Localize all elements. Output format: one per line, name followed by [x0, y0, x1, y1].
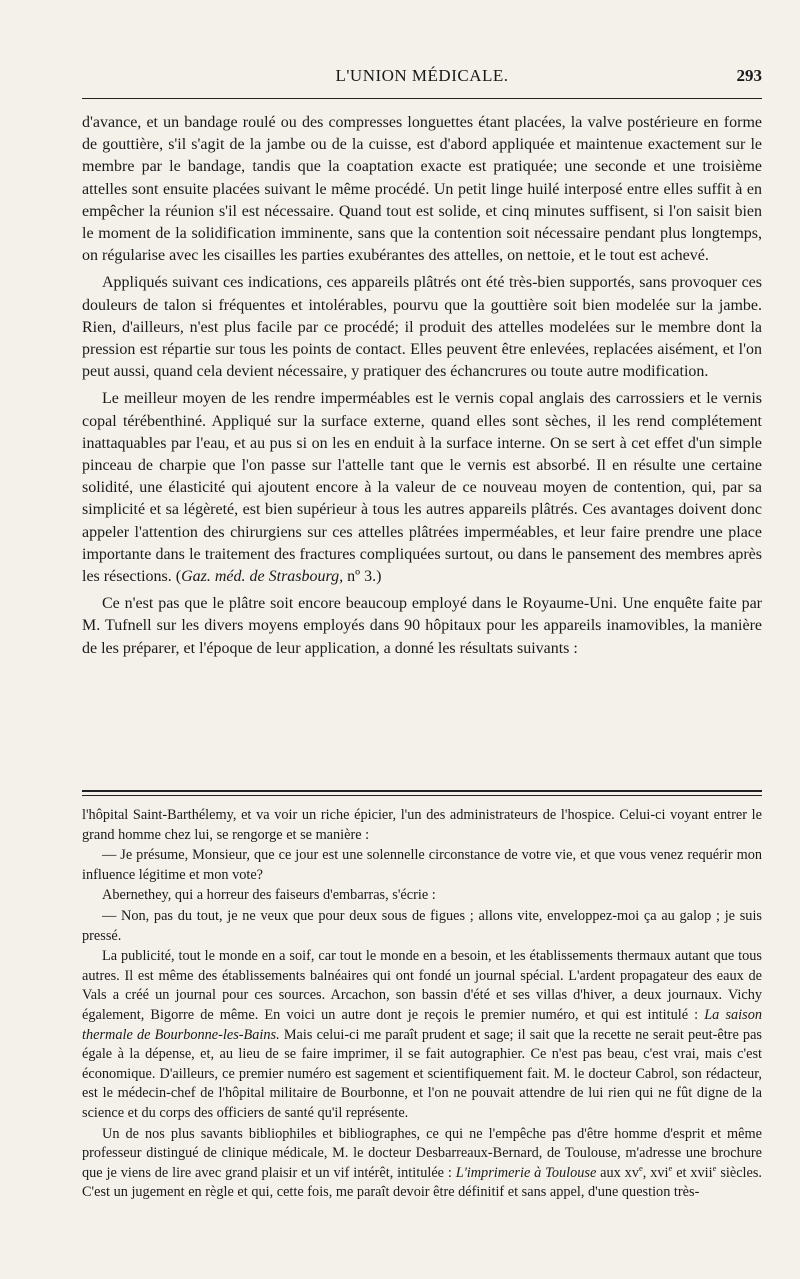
paragraph-text: La publicité, tout le monde en a soif, car tout le monde en a besoin, et les établissements thermaux autant que tous autres. Il est même des établissements balnéaires qui ont fondé un journal spécial. L'ardent propagateur des eaux de Vals a créé un journal pour ces sources. Arcachon, son bassin d'été et ses villas d'hiver, a deux journaux. Vichy également, Bigorre de même. En voici un autre dont je reçois le premier numéro, et qui est intitulé : [82, 948, 762, 1023]
brochure-title: L'imprimerie à Toulouse [455, 1164, 597, 1181]
feuilleton-paragraph: — Non, pas du tout, je ne veux que pour deux sous de figues ; allons vite, enveloppez-moi ça au galop ; je suis pressé. [82, 907, 762, 944]
paragraph: d'avance, et un bandage roulé ou des compresses longuettes étant placées, la valve postérieure en forme de gouttière, s'il s'agit de la jambe ou de la cuisse, est d'abord appliquée et maintenue exactement sur le membre par le bandage, tandis que la coaptation exacte est pratiquée; une seconde et une troisième attelles sont ensuite placées suivant le même procédé. Un petit linge huilé interposé entre elles suffit à en empêcher la réunion s'il est nécessaire. Quand tout est solide, et cinq minutes suffisent, si l'on saisit bien le moment de la solidification imminente, sans que la contention soit nécessaire pendant plus longtemps, on régularise avec les cisailles les parties exubérantes des attelles, on nettoie, et le tout est achevé. [82, 114, 762, 265]
citation-source: Gaz. méd. de Strasbourg, [181, 568, 344, 586]
superscript: e [638, 1162, 643, 1173]
journal-title: La saison thermale de Bourbonne-les-Bains. [82, 1006, 762, 1043]
feuilleton [82, 806, 762, 1203]
feuilleton-separator-thin [82, 795, 762, 796]
main-article [82, 112, 762, 660]
paragraph-text: et xvii [672, 1164, 713, 1181]
running-title: L'UNION MÉDICALE. [335, 66, 509, 85]
paragraph [82, 388, 762, 588]
feuilleton-paragraph: Abernethey, qui a horreur des faiseurs d'embarras, s'écrie : [102, 887, 436, 904]
paragraph-text: , xvi [642, 1164, 669, 1181]
header-rule [82, 98, 762, 99]
paragraph: Appliqués suivant ces indications, ces appareils plâtrés ont été très-bien supportés, sans provoquer ces douleurs de talon si fréquentes et intolérables, pourvu que la gouttière soit bien modelée sur la jambe. Rien, d'ailleurs, n'est plus facile par ce procédé; il produit des attelles modelées sur le membre dont la pression est répartie sur tous les points de contact. Elles peuvent être enlevées, replacées aisément, et l'on peut aussi, quand cela devient nécessaire, y pratiquer des échancrures ou toute autre modification. [82, 274, 762, 381]
paragraph-text: Un de nos plus savants bibliophiles et bibliographes, ce qui ne l'empêche pas d'être homme d'esprit et même professeur distingué de clinique médicale, M. le docteur Desbarreaux-Bernard, de Toulouse, m'adresse une brochure que je viens de lire avec grand plaisir et un vif intérêt, intitulée : [82, 1125, 762, 1181]
paragraph-text: siècles. C'est un jugement en règle et qui, cette fois, me paraît devoir être définitif et sans appel, d'une question très- [82, 1164, 763, 1201]
page-number: 293 [736, 66, 762, 85]
paragraph-text: aux xv [596, 1164, 639, 1181]
paragraph-text: Mais celui-ci me paraît prudent et sage; il sait que la recette ne serait peut-être pas égale à la dépense, et, au lieu de se faire imprimer, il se fait autographier. Ce n'est pas beau, c'est vrai, mais c'est économique. D'ailleurs, ce premier numéro est sagement et scientifiquement fait. M. le docteur Cabrol, son rédacteur, est le médecin-chef de l'hôpital militaire de Bourbonne, et l'on ne pouvait attendre de lui rien qui ne fût digne de la science et du corps des officiers de santé qu'il représente. [82, 1026, 762, 1121]
feuilleton-paragraph: — Je présume, Monsieur, que ce jour est une solennelle circonstance de votre vie, et que vous venez requérir mon influence légitime et mon vote? [82, 847, 762, 883]
feuilleton-paragraph [82, 947, 762, 1123]
superscript: e [712, 1162, 717, 1173]
superscript: e [668, 1162, 673, 1173]
running-header [82, 66, 762, 92]
feuilleton-separator [82, 790, 762, 792]
citation-number: nº 3.) [343, 568, 382, 586]
paragraph-text: Le meilleur moyen de les rendre imperméables est le vernis copal anglais des carrossiers et le vernis copal térébenthiné. Appliqué sur la surface externe, quand elles sont sèches, il les rend complétement inattaquables par l'eau, et au pus si on les en enduit à la surface interne. On se sert à cet effet d'un simple pinceau de charpie que l'on passe sur l'attelle tant que le vernis est absorbé. Il en résulte une certaine solidité, une élasticité qui ajoutent encore à la valeur de ce nouveau moyen de contention, qui, par sa simplicité et sa légèreté, est bien supérieur à tous les autres appareils plâtrés. Ces avantages doivent donc appeler l'attention des chirurgiens sur ces attelles plâtrées imperméables, et leur faire prendre une place importante dans le traitement des fractures compliquées surtout, ou dans le pansement des membres après les résections. ( [82, 390, 762, 586]
feuilleton-paragraph [82, 1125, 762, 1203]
feuilleton-paragraph: l'hôpital Saint-Barthélemy, et va voir un riche épicier, l'un des administrateurs de l'hospice. Celui-ci voyant entrer le grand homme chez lui, se rengorge et se manière : [82, 807, 762, 843]
paragraph: Ce n'est pas que le plâtre soit encore beaucoup employé dans le Royaume-Uni. Une enquête faite par M. Tufnell sur les divers moyens employés dans 90 hôpitaux pour les appareils inamovibles, la manière de les préparer, et l'époque de leur application, a donné les résultats suivants : [82, 595, 762, 657]
